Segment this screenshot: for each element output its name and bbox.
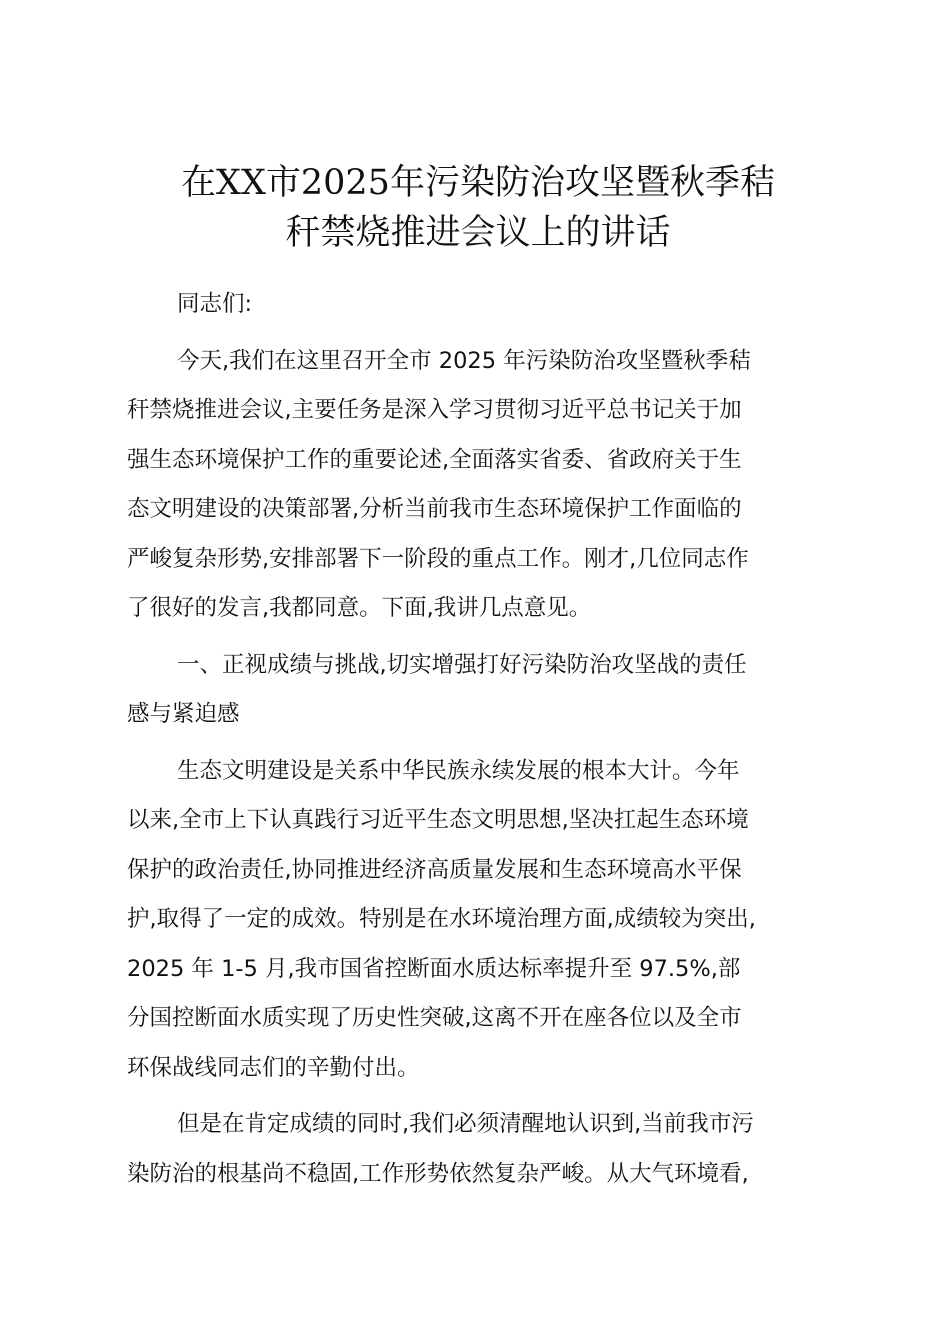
paragraph-line: 严峻复杂形势,安排部署下一阶段的重点工作。刚才,几位同志作 — [127, 545, 749, 572]
heading-line: 一、正视成绩与挑战,切实增强打好污染防治攻坚战的责任 — [177, 651, 747, 678]
paragraph-line: 生态文明建设是关系中华民族永续发展的根本大计。今年 — [177, 757, 740, 784]
paragraph-achievements — [127, 747, 837, 1094]
document-body — [127, 280, 837, 1199]
title-line: 秆禁烧推进会议上的讲话 — [285, 213, 671, 253]
paragraph-line: 染防治的根基尚不稳固,工作形势依然复杂严峻。从大气环境看, — [127, 1160, 749, 1187]
paragraph-line: 保护的政治责任,协同推进经济高质量发展和生态环境高水平保 — [127, 856, 742, 883]
paragraph-line: 但是在肯定成绩的同时,我们必须清醒地认识到,当前我市污 — [177, 1111, 754, 1137]
paragraph-line: 2025 年 1-5 月,我市国省控断面水质达标率提升至 97.5%,部 — [127, 955, 741, 982]
document-title — [118, 158, 838, 258]
paragraph-line: 态文明建设的决策部署,分析当前我市生态环境保护工作面临的 — [127, 496, 742, 522]
paragraph-line: 了很好的发言,我都同意。下面,我讲几点意见。 — [127, 595, 592, 621]
heading-line: 感与紧迫感 — [127, 701, 240, 727]
paragraph-line: 分国控断面水质实现了历史性突破,这离不开在座各位以及全市 — [127, 1005, 742, 1031]
section-heading-1 — [127, 641, 837, 740]
paragraph-line: 护,取得了一定的成效。特别是在水环境治理方面,成绩较为突出, — [127, 906, 756, 932]
title-line: 在XX市2025年污染防治攻坚暨秋季秸 — [181, 163, 775, 203]
paragraph-opening — [127, 337, 837, 634]
paragraph-challenges — [127, 1100, 837, 1199]
paragraph-line: 环保战线同志们的辛勤付出。 — [127, 1054, 420, 1081]
paragraph-line: 今天,我们在这里召开全市 2025 年污染防治攻坚暨秋季秸 — [177, 347, 751, 374]
paragraph-line: 秆禁烧推进会议,主要任务是深入学习贯彻习近平总书记关于加 — [127, 397, 742, 423]
paragraph-line: 强生态环境保护工作的重要论述,全面落实省委、省政府关于生 — [127, 446, 742, 473]
salutation-text: 同志们: — [177, 291, 253, 317]
salutation — [127, 280, 837, 330]
paragraph-line: 以来,全市上下认真践行习近平生态文明思想,坚决扛起生态环境 — [127, 807, 749, 833]
